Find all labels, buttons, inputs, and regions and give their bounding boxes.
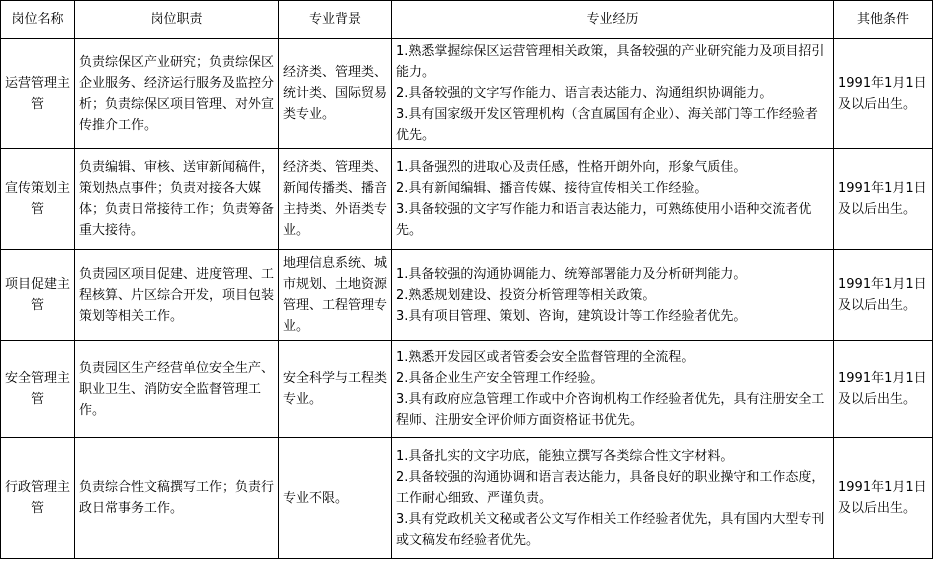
position-other: 1991年1月1日及以后出生。 — [834, 250, 933, 341]
background-text: 地理信息系统、城市规划、土地资源管理、工程管理专业。 — [283, 256, 388, 334]
position-other: 1991年1月1日及以后出生。 — [834, 149, 933, 250]
position-duty — [75, 341, 279, 438]
experience-item: 3.具备较强的文字写作能力和语言表达能力，可熟练使用小语种交流者优先。 — [396, 202, 812, 238]
header-other: 其他条件 — [834, 1, 933, 39]
experience-item: 1.具备强烈的进取心及责任感，性格开朗外向，形象气质佳。 — [396, 160, 747, 175]
position-name: 安全管理主管 — [1, 341, 75, 438]
position-background — [279, 39, 392, 149]
background-text: 专业不限。 — [283, 490, 349, 506]
position-other: 1991年1月1日及以后出生。 — [834, 341, 933, 438]
experience-item: 2.具备企业生产安全管理工作经验。 — [396, 371, 604, 386]
position-duty — [75, 438, 279, 559]
header-duty: 岗位职责 — [75, 1, 279, 39]
duty-text: 负责综合性文稿撰写工作；负责行政日常事务工作。 — [79, 480, 275, 516]
position-name: 运营管理主管 — [1, 39, 75, 149]
table-row — [1, 149, 933, 250]
table-row — [1, 250, 933, 341]
experience-item: 1.具备扎实的文字功底，能独立撰写各类综合性文字材料。 — [396, 448, 734, 464]
experience-item: 2.具备较强的文字写作能力、语言表达能力、沟通组织协调能力。 — [396, 86, 773, 101]
position-experience — [392, 438, 834, 559]
position-duty — [75, 39, 279, 149]
position-background — [279, 149, 392, 250]
position-experience — [392, 341, 834, 438]
position-experience — [392, 39, 834, 149]
background-text: 经济类、管理类、新闻传播类、播音主持类、外语类专业。 — [283, 160, 388, 238]
position-experience — [392, 250, 834, 341]
experience-item: 1.熟悉掌握综保区运营管理相关政策，具备较强的产业研究能力及项目招引能力。 — [396, 44, 825, 80]
position-duty — [75, 250, 279, 341]
duty-text: 负责编辑、审核、送审新闻稿件，策划热点事件；负责对接各大媒体；负责日常接待工作；负责筹备重大接待。 — [79, 160, 275, 238]
background-text: 经济类、管理类、统计类、国际贸易类专业。 — [283, 65, 388, 122]
table-row — [1, 438, 933, 559]
experience-item: 2.熟悉规划建设、投资分析管理等相关政策。 — [396, 287, 656, 303]
table-header-row — [1, 1, 933, 39]
experience-item: 3.具有国家级开发区管理机构（含直属国有企业）、海关部门等工作经验者优先。 — [396, 107, 818, 143]
position-experience — [392, 149, 834, 250]
position-name: 行政管理主管 — [1, 438, 75, 559]
table-row — [1, 39, 933, 149]
position-background — [279, 250, 392, 341]
duty-text: 负责园区项目促建、进度管理、工程核算、片区综合开发，项目包装策划等相关工作。 — [79, 266, 275, 324]
position-name: 项目促建主管 — [1, 250, 75, 341]
duty-text: 负责综保区产业研究；负责综保区企业服务、经济运行服务及监控分析；负责综保区项目管理、对外宣传推介工作。 — [79, 54, 275, 133]
position-name: 宣传策划主管 — [1, 149, 75, 250]
experience-item: 2.具备较强的沟通协调和语言表达能力，具备良好的职业操守和工作态度，工作耐心细致、严谨负责。 — [396, 469, 825, 506]
position-other: 1991年1月1日及以后出生。 — [834, 438, 933, 559]
header-background: 专业背景 — [279, 1, 392, 39]
position-other: 1991年1月1日及以后出生。 — [834, 39, 933, 149]
experience-item: 1.具备较强的沟通协调能力、统筹部署能力及分析研判能力。 — [396, 266, 747, 282]
experience-item: 1.熟悉开发园区或者管委会安全监督管理的全流程。 — [396, 350, 695, 365]
position-background — [279, 341, 392, 438]
position-duty — [75, 149, 279, 250]
experience-item: 3.具有项目管理、策划、咨询，建筑设计等工作经验者优先。 — [396, 308, 747, 324]
experience-item: 2.具有新闻编辑、播音传媒、接待宣传相关工作经验。 — [396, 181, 708, 196]
experience-item: 3.具有党政机关文秘或者公文写作相关工作经验者优先，具有国内大型专刊或文稿发布经验者优先。 — [396, 511, 825, 548]
duty-text: 负责园区生产经营单位安全生产、职业卫生、消防安全监督管理工作。 — [79, 360, 275, 418]
background-text: 安全科学与工程类专业。 — [283, 371, 388, 407]
position-background — [279, 438, 392, 559]
header-position-name: 岗位名称 — [1, 1, 75, 39]
table-row — [1, 341, 933, 438]
header-experience: 专业经历 — [392, 1, 834, 39]
experience-item: 3.具有政府应急管理工作或中介咨询机构工作经验者优先，具有注册安全工程师、注册安全评价师方面资格证书优先。 — [396, 392, 825, 428]
